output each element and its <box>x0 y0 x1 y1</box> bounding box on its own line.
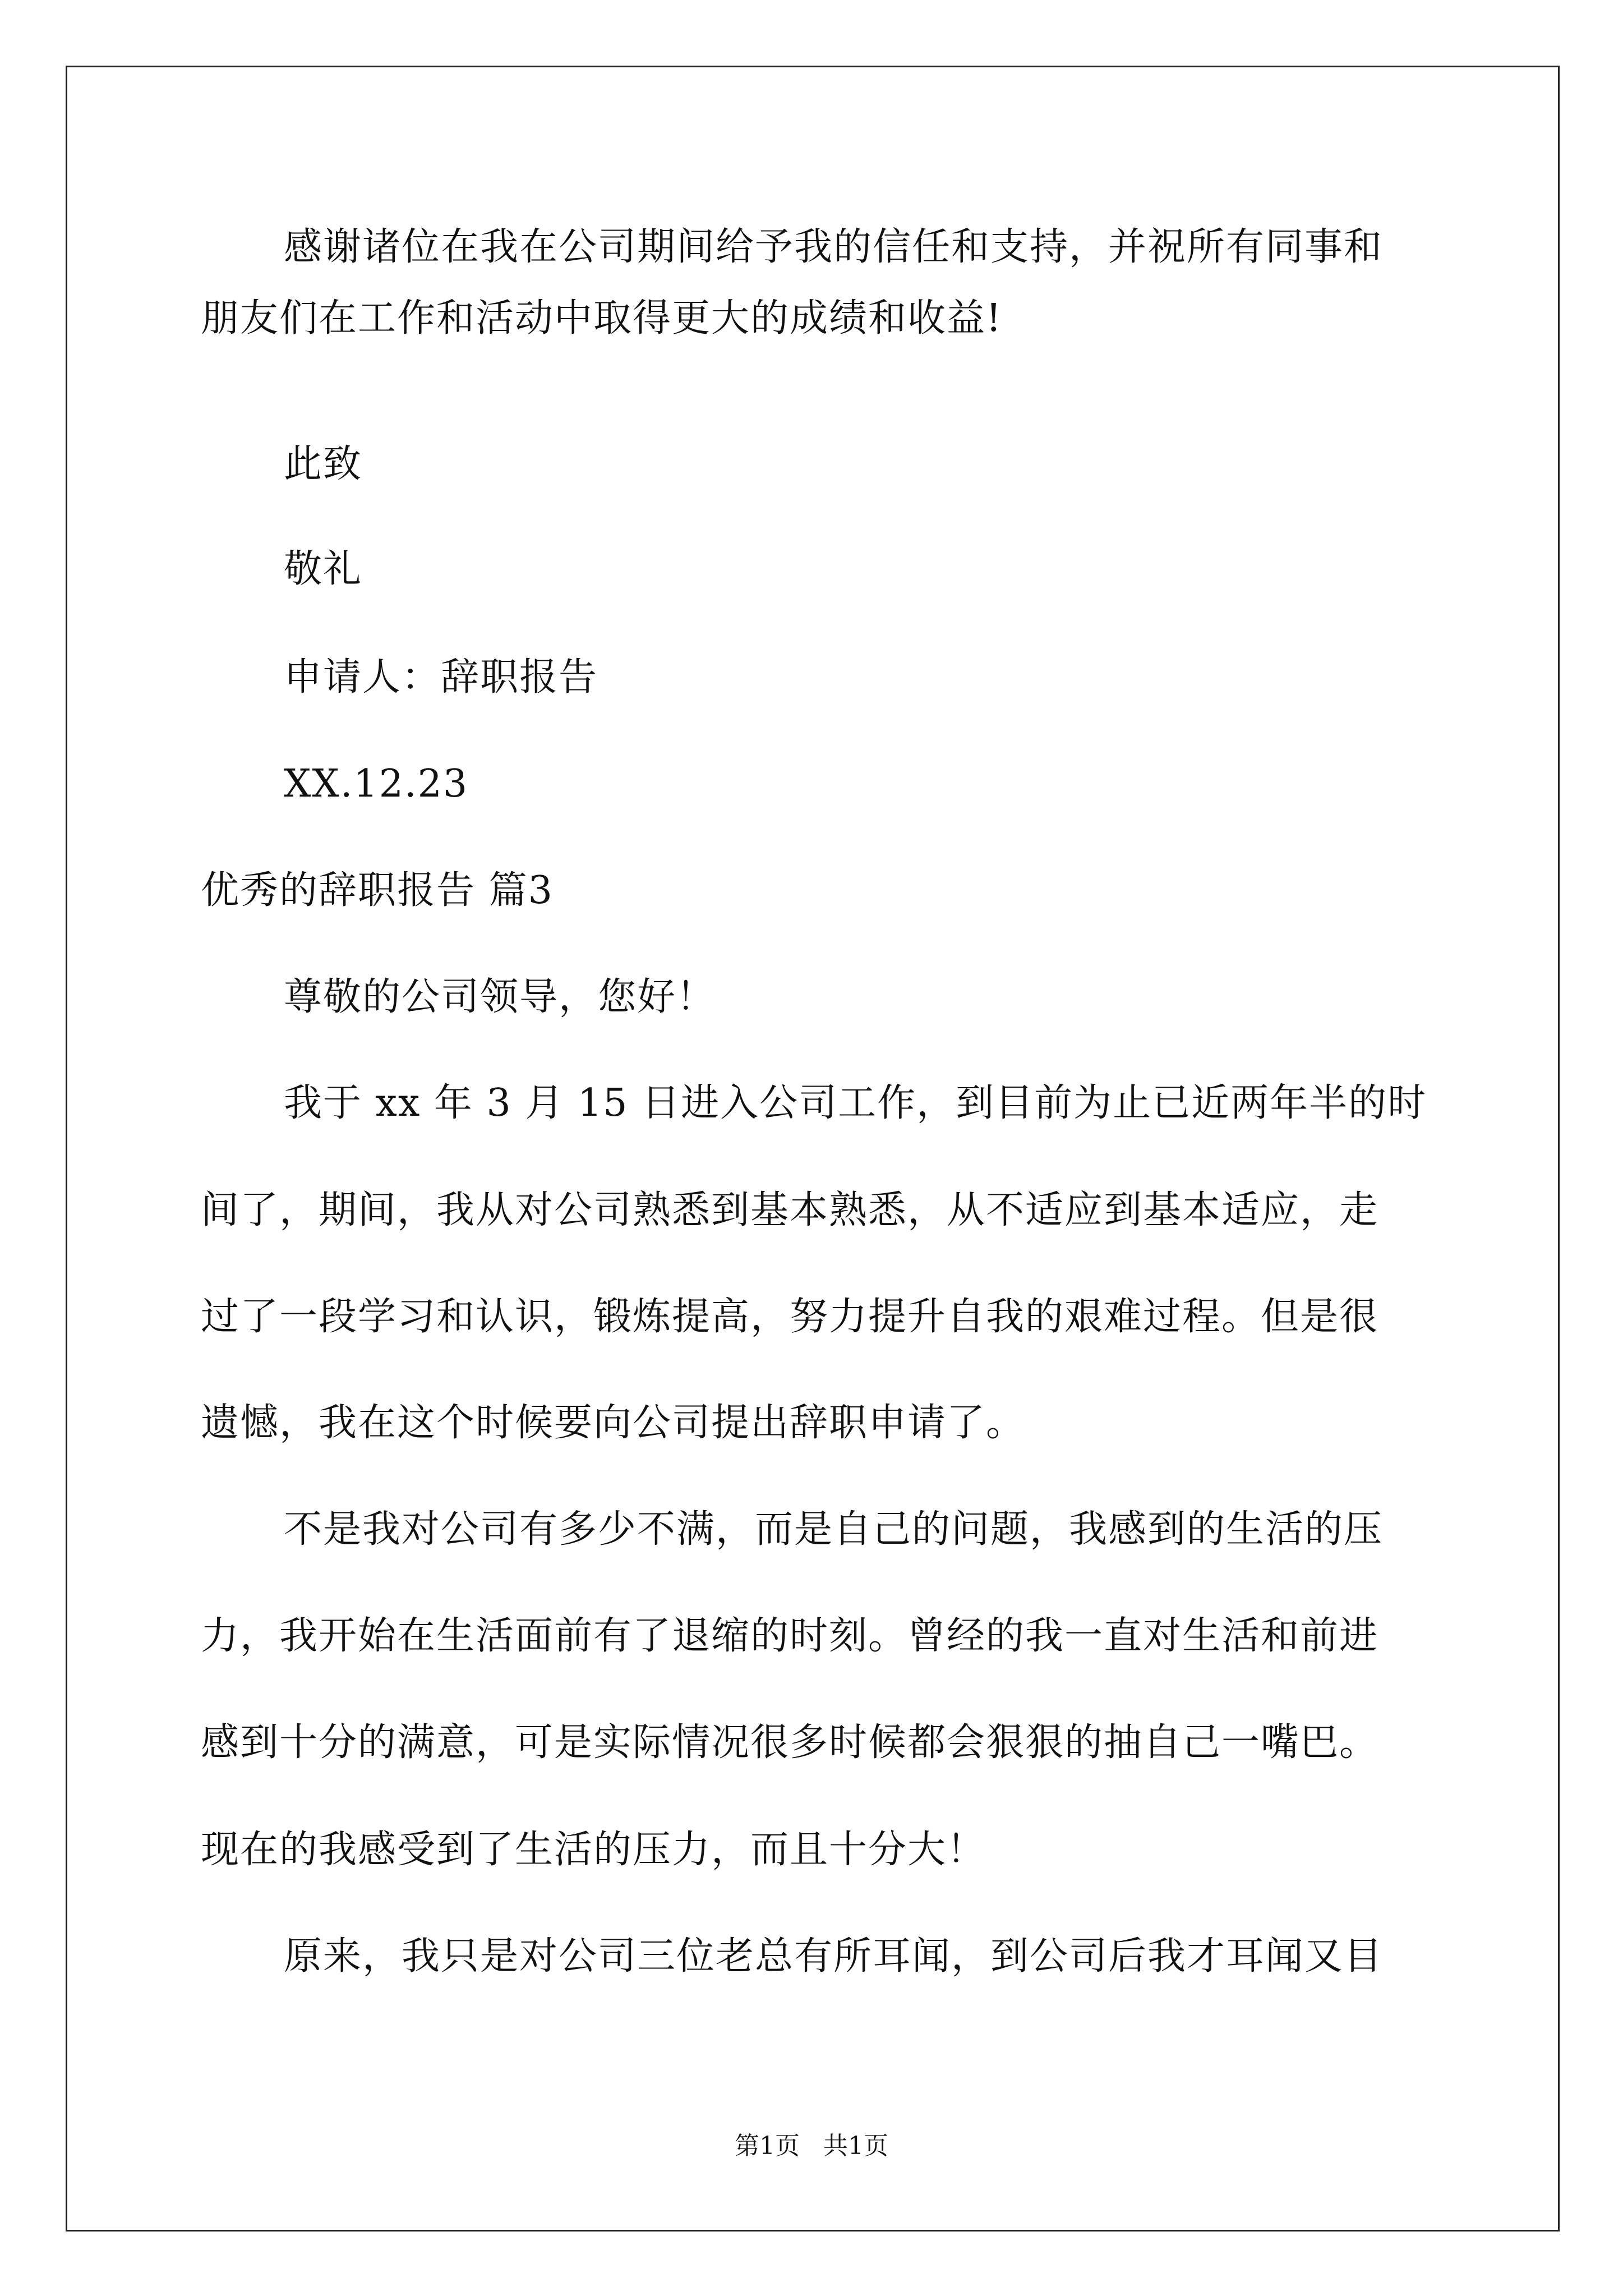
paragraph-line: 我于 xx 年 3 月 15 日进入公司工作，到目前为止已近两年半的时 <box>284 1081 1427 1125</box>
paragraph-line: 朋友们在工作和活动中取得更大的成绩和收益! <box>201 296 1003 341</box>
closing-salutation: 此致 <box>284 442 363 486</box>
paragraph-line: 力，我开始在生活面前有了退缩的时刻。曾经的我一直对生活和前进 <box>201 1614 1379 1658</box>
letter-greeting: 尊敬的公司领导，您好！ <box>284 975 716 1019</box>
closing-respect: 敬礼 <box>284 547 363 591</box>
paragraph-line: 遗憾，我在这个时候要向公司提出辞职申请了。 <box>201 1401 1026 1445</box>
letter-date: XX.12.23 <box>284 762 469 806</box>
paragraph-line: 过了一段学习和认识，锻炼提高，努力提升自我的艰难过程。但是很 <box>201 1295 1379 1339</box>
paragraph-line: 原来，我只是对公司三位老总有所耳闻，到公司后我才耳闻又目 <box>284 1934 1384 1978</box>
paragraph-line: 不是我对公司有多少不满，而是自己的问题，我感到的生活的压 <box>284 1507 1384 1552</box>
applicant-signature: 申请人：辞职报告 <box>284 655 598 700</box>
section-heading: 优秀的辞职报告 篇3 <box>201 868 554 913</box>
page-number-footer: 第1页 共1页 <box>735 2132 888 2160</box>
paragraph-line: 感到十分的满意，可是实际情况很多时候都会狠狠的抽自己一嘴巴。 <box>201 1720 1379 1765</box>
paragraph-line: 现在的我感受到了生活的压力，而且十分大！ <box>201 1828 986 1872</box>
paragraph-line: 间了，期间，我从对公司熟悉到基本熟悉，从不适应到基本适应，走 <box>201 1188 1379 1232</box>
page-border <box>66 66 1560 2231</box>
paragraph-line: 感谢诸位在我在公司期间给予我的信任和支持，并祝所有同事和 <box>284 225 1384 269</box>
